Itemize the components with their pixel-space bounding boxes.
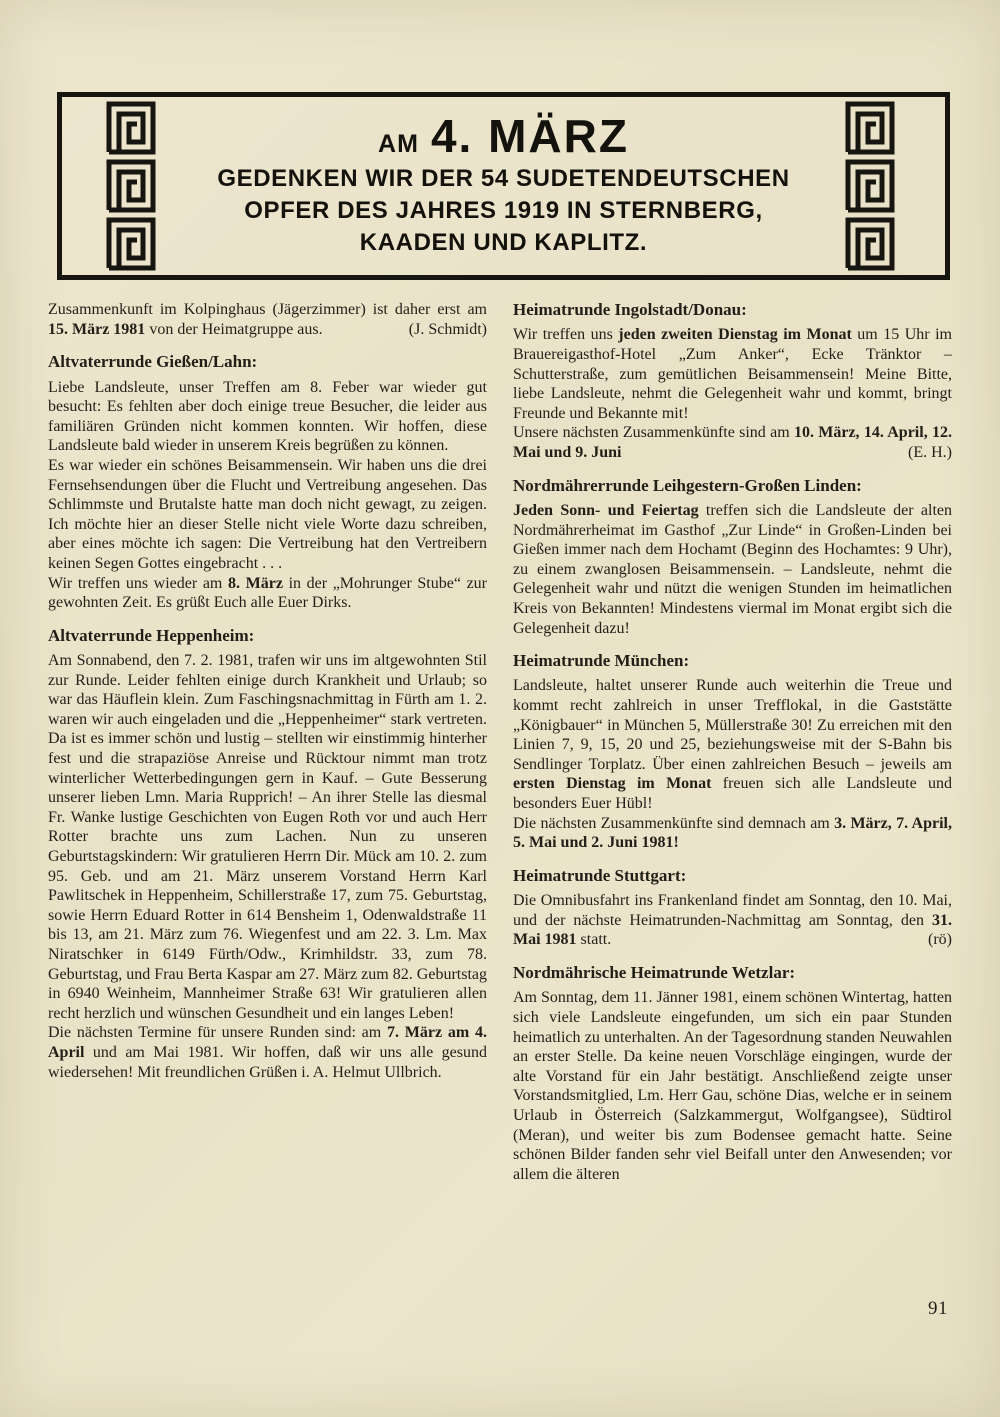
text-run: statt. <box>576 931 612 949</box>
paragraph <box>48 574 487 613</box>
section-heading: Heimatrunde München: <box>513 651 690 671</box>
text-run: jeden zweiten Dienstag im Monat <box>618 326 852 344</box>
text-run: freuen sich alle Landsleute und besonders Euer Hübl! <box>513 775 953 813</box>
right-column <box>513 300 952 1184</box>
text-run: 31. Mai 1981 <box>513 911 952 949</box>
text-run: Landsleute, haltet unserer Runde auch weiterhin die Treue und kommt recht zahlreich in unser Trefflokal, in die Gaststätte „Königbauer“ in München 5, Müllerstraße 30! Zu erreichen mit den Linien 7, 9, 15, 20 und 25, beziehungsweise mit der S-Bahn bis Sendlinger Torplatz. Über einen zahlreichen Besuch – jeweils am <box>513 677 952 773</box>
text-run: Es war wieder ein schönes Beisammensein. Wir haben uns die drei Fernsehsendungen über die Flucht und Vertreibung angesehen. Das Schlimmste und Brutalste hatte man doch nicht gewagt, zu zeigen. Ich möchte hier an dieser Stelle nicht viele Worte dazu schreiben, aber eines möchte ich sagen: Die Vertreibung hat den Vertreibern keinen Segen Gottes eingebracht . . . <box>48 456 487 572</box>
paragraph <box>48 1023 487 1082</box>
text-run: 10. März, 14. April, 12. Mai und 9. Juni <box>513 424 952 461</box>
text-run: Die nächsten Termine für unsere Runden sind: am <box>48 1024 388 1042</box>
paragraph <box>48 651 487 1023</box>
section-heading: Nordmährische Heimatrunde Wetzlar: <box>513 963 796 982</box>
paragraph <box>48 378 487 456</box>
newsletter-section <box>48 352 487 613</box>
section-heading: Heimatrunde Stuttgart: <box>513 865 687 885</box>
text-run: Die nächsten Zusammenkünfte sind demnach am <box>513 814 835 832</box>
newsletter-section <box>513 866 952 950</box>
greek-key-ornament-icon <box>845 101 895 271</box>
text-run: Die Omnibusfahrt ins Frankenland findet am Sonntag, den 10. Mai, und der nächste Heimatrunden-Nachmittag am Sonntag, den <box>513 892 952 929</box>
text-run: Wir treffen uns <box>513 326 619 344</box>
paragraph <box>513 676 952 813</box>
text-run: 15. März 1981 <box>48 320 146 338</box>
text-run: von der Heimatgruppe aus. <box>145 320 323 338</box>
byline: (J. Schmidt) <box>408 320 487 338</box>
paragraph <box>513 814 952 853</box>
text-run: 3. März, 7. April, 5. Mai und 2. Juni 1981! <box>513 814 952 852</box>
newsletter-section <box>513 300 952 463</box>
byline: (rö) <box>928 931 952 949</box>
banner-line-2: GEDENKEN WIR DER 54 SUDETENDEUTSCHEN <box>217 165 790 192</box>
section-heading: Altvaterrunde Gießen/Lahn: <box>48 352 258 372</box>
text-run: ersten Dienstag im Monat <box>513 775 712 793</box>
banner-line-4: KAADEN UND KAPLITZ. <box>359 229 648 256</box>
paragraph <box>48 456 487 574</box>
byline: (E. H.) <box>908 443 952 461</box>
paragraph <box>513 988 952 1184</box>
banner-am-label: AM <box>378 130 419 158</box>
section-heading: Heimatrunde Ingolstadt/Donau: <box>513 300 747 319</box>
memorial-banner-text <box>212 97 795 275</box>
paragraph <box>513 325 952 423</box>
text-run: um 15 Uhr im Brauereigasthof-Hotel „Zum Anker“, Ecke Tränktor – Schutterstraße, zum gemütlichen Beisammensein! Meine Bitte, liebe Landsleute, nehmt die Gelegenheit wahr und kommt, bringt Freunde und Bekannte mit! <box>513 326 952 422</box>
text-run: Jeden Sonn- und Feiertag <box>513 501 699 519</box>
article-columns <box>48 300 952 1184</box>
section-heading: Nordmährerrunde Leihgestern-Großen Linden: <box>513 475 862 495</box>
memorial-banner <box>57 92 950 280</box>
page-number: 91 <box>928 1298 948 1319</box>
newsletter-section <box>513 963 952 1184</box>
text-run: Zusammenkunft im Kolpinghaus (Jägerzimmer) ist daher erst am <box>48 301 487 318</box>
left-column <box>48 300 487 1184</box>
paragraph <box>513 891 952 950</box>
text-run: 8. März <box>228 574 283 592</box>
text-run: in der „Mohrunger Stube“ zur gewohnten Zeit. Es grüßt Euch alle Euer Dirks. <box>48 574 488 612</box>
paragraph <box>48 300 487 339</box>
text-run: und am Mai 1981. Wir hoffen, daß wir uns alle gesund wiedersehen! Mit freundlichen Grüßen i. A. Helmut Ullbrich. <box>48 1043 487 1081</box>
section-heading: Altvaterrunde Heppenheim: <box>48 625 255 645</box>
newsletter-section <box>513 476 952 639</box>
text-run: Am Sonntag, dem 11. Jänner 1981, einem schönen Wintertag, hatten sich viele Landsleute eingefunden, um sich ein paar Stunden heimatlich zu unterhalten. An der Tagesordnung standen Neuwahlen an erster Stelle. Da keine neuen Vorschläge eingingen, wurde der alte Vorstand für ein Jahr bestätigt. Anschließend zeigte unser Vorstandsmitglied, Lm. Herr Gau, schöne Dias, welche er in seinem Urlaub in Österreich (Salzkammergut, Wolfgangsee), Südtirol (Meran), und weiter bis zum Bodensee gemacht hatte. Seine schönen Bilder fanden sehr viel Beifall unter den Anwesenden; vor allem die älteren <box>513 989 952 1183</box>
text-run: Unsere nächsten Zusammenkünfte sind am <box>513 424 794 442</box>
banner-date-line <box>378 110 629 162</box>
banner-date-label: 4. MÄRZ <box>430 110 629 162</box>
text-run: Wir treffen uns wieder am <box>48 574 229 592</box>
newsletter-section <box>48 300 487 339</box>
text-run: 7. März am 4. April <box>48 1024 488 1061</box>
greek-key-ornament-icon <box>106 101 156 271</box>
paragraph <box>513 501 952 638</box>
banner-line-3: OPFER DES JAHRES 1919 IN STERNBERG, <box>244 197 763 224</box>
paragraph <box>513 423 952 462</box>
newsletter-section <box>513 651 952 853</box>
text-run: Liebe Landsleute, unser Treffen am 8. Feber war wieder gut besucht: Es fehlten aber doch einige treue Besucher, die leider aus familiären Gründen nicht kommen konnten. Wir hoffen, diese Landsleute bald wieder in unserem Kreis begrüßen zu können. <box>48 378 487 455</box>
newsletter-section <box>48 626 487 1082</box>
text-run: Am Sonnabend, den 7. 2. 1981, trafen wir uns im altgewohnten Stil zur Runde. Leider fehlten einige durch Krankheit und Urlaub; so war das Häuflein klein. Zum Faschingsnachmittag in Fürth am 1. 2. waren wir auch eingeladen und die „Heppenheimer“ stark vertreten. Da ist es immer schön und lustig – stellten wir einstimmig hinterher fest und die strapaziöse Anreise und Rücktour nimmt man trotz winterlicher Wetterbedingungen gern in Kauf. – Gute Besserung unserer lieben Lmn. Maria Rupprich! – An ihrer Stelle las diesmal Fr. Wanke lustige Geschichten von Eugen Roth vor und auch Herr Rotter brachte uns zum Lachen. Nun zu unseren Geburtstagskindern: Wir gratulieren Herrn Dir. Mück am 10. 2. zum 95. Geb. und am 21. März unserem Vorstand Herrn Karl Pawlitschek in Heppenheim, Schillerstraße 17, zum 75. Geburtstag, sowie Herrn Eduard Rotter in 614 Bensheim 1, Odenwaldstraße 11 bis 13, am 21. März zum 76. Wiegenfest und am 22. 3. Lm. Max Niratschker in 6149 Fürth/Odw., Krimhildstr. 33, zum 78. Geburtstag, und Frau Berta Kaspar am 27. März zum 82. Geburtstag in 6940 Weinheim, Mannheimer Straße 63! Wir gratulieren allen recht herzlich und wünschen Gesundheit und ein langes Leben! <box>48 652 487 1022</box>
text-run: treffen sich die Landsleute der alten Nordmährerheimat im Gasthof „Zur Linde“ in Großen-Linden bei Gießen immer nach dem Hochamt (Beginn des Hochamtes: 9 Uhr), zu einem zwanglosen Beisammensein. – Landsleute, nehmt die Gelegenheit wahr und nützt die wenigen Stunden im heimatlichen Kreis von Bekannten! Mindestens viermal im Monat ergibt sich die Gelegenheit dazu! <box>513 501 952 637</box>
